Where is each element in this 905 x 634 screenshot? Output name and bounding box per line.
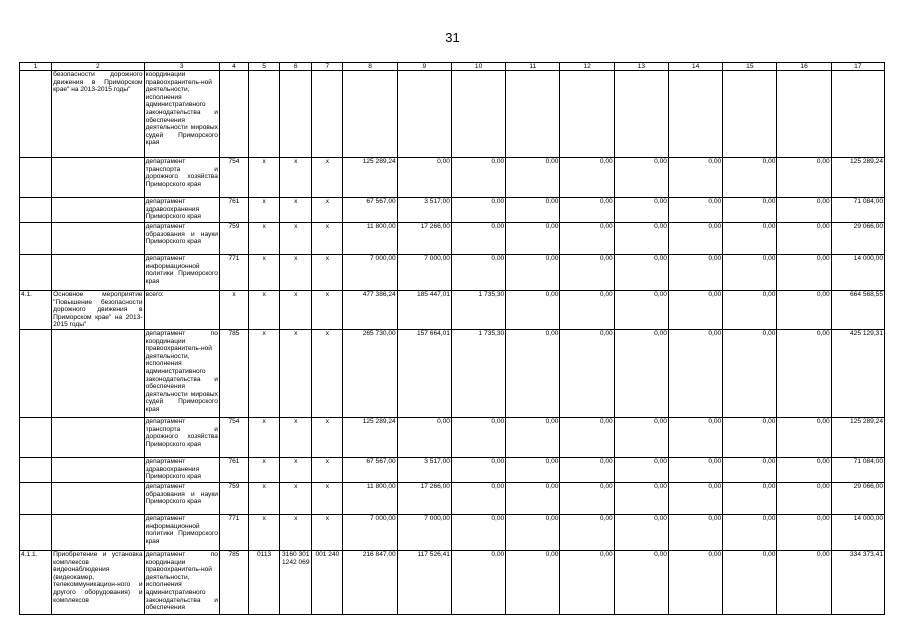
table-cell-col8: 477 386,24 (343, 291, 397, 330)
table-cell-col5: 0113 (249, 550, 280, 614)
table-cell-col4: 761 (219, 198, 248, 223)
table-cell-col13: 0,00 (614, 457, 668, 482)
table-cell-col16 (777, 71, 831, 158)
table-cell-col8: 11 800,00 (343, 223, 397, 255)
table-cell-col11: 0,00 (506, 417, 560, 457)
table-cell-col7: x (312, 329, 343, 417)
table-cell-col16: 0,00 (777, 198, 831, 223)
table-row (20, 550, 885, 614)
table-cell-col17: 71 084,00 (831, 198, 884, 223)
table-cell-col5: x (249, 417, 280, 457)
table-cell-col1: 4.1.1. (20, 550, 52, 614)
table-cell-col11: 0,00 (506, 329, 560, 417)
table-cell-col9: 117 526,41 (397, 550, 451, 614)
table-cell-col17: 14 000,00 (831, 255, 884, 291)
table-cell-col7: x (312, 417, 343, 457)
table-row (20, 255, 885, 291)
table-cell-col17: 29 066,00 (831, 223, 884, 255)
column-number: 11 (506, 63, 560, 71)
table-cell-col6: x (280, 482, 312, 514)
table-cell-col12: 0,00 (560, 223, 614, 255)
table-cell-col11: 0,00 (506, 198, 560, 223)
column-number: 17 (831, 63, 884, 71)
table-cell-col13 (614, 71, 668, 158)
table-cell-col4: 771 (219, 255, 248, 291)
table-cell-col5: x (249, 291, 280, 330)
table-cell-col1 (20, 457, 52, 482)
table-cell-col14: 0,00 (668, 223, 722, 255)
table-cell-col5: x (249, 223, 280, 255)
table-cell-col13: 0,00 (614, 550, 668, 614)
table-cell-col6: x (280, 291, 312, 330)
table-row (20, 482, 885, 514)
table-cell-col16: 0,00 (777, 482, 831, 514)
table-cell-col4: 759 (219, 223, 248, 255)
table-cell-col5: x (249, 482, 280, 514)
column-number: 2 (52, 63, 144, 71)
table-cell-col17: 425 129,31 (831, 329, 884, 417)
table-cell-col4: 759 (219, 482, 248, 514)
table-cell-col10: 0,00 (451, 198, 505, 223)
table-cell-col1 (20, 514, 52, 550)
table-row (20, 198, 885, 223)
table-cell-col9: 7 000,00 (397, 255, 451, 291)
table-cell-col8: 125 289,24 (343, 417, 397, 457)
table-cell-col1 (20, 71, 52, 158)
table-cell-col15: 0,00 (723, 514, 777, 550)
table-cell-col16: 0,00 (777, 417, 831, 457)
table-cell-col3: департамент образования и науки Приморского края (144, 223, 219, 255)
table-cell-col6: x (280, 417, 312, 457)
column-number: 8 (343, 63, 397, 71)
table-cell-col10: 0,00 (451, 514, 505, 550)
column-number-row (20, 63, 885, 71)
table-cell-col10: 0,00 (451, 223, 505, 255)
table-cell-col15: 0,00 (723, 482, 777, 514)
table-row (20, 71, 885, 158)
table-cell-col16: 0,00 (777, 514, 831, 550)
table-cell-col16: 0,00 (777, 255, 831, 291)
table-cell-col7: x (312, 482, 343, 514)
table-cell-col14: 0,00 (668, 255, 722, 291)
table-row (20, 457, 885, 482)
table-cell-col12: 0,00 (560, 550, 614, 614)
table-cell-col12: 0,00 (560, 291, 614, 330)
table-cell-col5: x (249, 198, 280, 223)
table-cell-col6: x (280, 158, 312, 198)
table-cell-col7: x (312, 514, 343, 550)
table-cell-col7: x (312, 291, 343, 330)
table-cell-col15: 0,00 (723, 158, 777, 198)
table-cell-col17 (831, 71, 884, 158)
table-cell-col14: 0,00 (668, 550, 722, 614)
table-cell-col15: 0,00 (723, 550, 777, 614)
column-number: 1 (20, 63, 52, 71)
table-cell-col17: 125 289,24 (831, 417, 884, 457)
table-cell-col16: 0,00 (777, 223, 831, 255)
table-cell-col2 (52, 457, 144, 482)
table-cell-col15: 0,00 (723, 417, 777, 457)
table-cell-col13: 0,00 (614, 158, 668, 198)
table-cell-col2 (52, 329, 144, 417)
table-cell-col1 (20, 158, 52, 198)
table-cell-col4: 785 (219, 550, 248, 614)
table-cell-col5: x (249, 457, 280, 482)
table-cell-col8: 216 847,00 (343, 550, 397, 614)
table-cell-col11: 0,00 (506, 255, 560, 291)
column-number: 14 (668, 63, 722, 71)
table-cell-col2 (52, 255, 144, 291)
table-cell-col17: 334 373,41 (831, 550, 884, 614)
table-cell-col8: 7 000,00 (343, 255, 397, 291)
table-cell-col17: 71 084,00 (831, 457, 884, 482)
table-cell-col12: 0,00 (560, 255, 614, 291)
table-cell-col1 (20, 482, 52, 514)
table-cell-col6 (280, 71, 312, 158)
column-number: 3 (144, 63, 219, 71)
table-cell-col17: 125 289,24 (831, 158, 884, 198)
table-cell-col4 (219, 71, 248, 158)
table-cell-col15: 0,00 (723, 255, 777, 291)
table-cell-col17: 29 066,00 (831, 482, 884, 514)
table-cell-col5: x (249, 329, 280, 417)
table-cell-col3: департамент по координации правоохранитель-ной деятельности, исполнения административного законодательства и обеспечения деятельности мировых судей Приморского края (144, 329, 219, 417)
table-cell-col12: 0,00 (560, 198, 614, 223)
table-cell-col8: 67 567,00 (343, 457, 397, 482)
table-cell-col11: 0,00 (506, 291, 560, 330)
table-cell-col10: 0,00 (451, 550, 505, 614)
table-cell-col1: 4.1. (20, 291, 52, 330)
table-cell-col15: 0,00 (723, 329, 777, 417)
table-cell-col3: департамент информационной политики Приморского края (144, 255, 219, 291)
table-cell-col1 (20, 255, 52, 291)
column-number: 9 (397, 63, 451, 71)
table-cell-col10: 0,00 (451, 158, 505, 198)
table-cell-col1 (20, 198, 52, 223)
table-cell-col11: 0,00 (506, 457, 560, 482)
table-cell-col3: департамент информационной политики Приморского края (144, 514, 219, 550)
table-row (20, 329, 885, 417)
table-cell-col13: 0,00 (614, 482, 668, 514)
table-cell-col13: 0,00 (614, 514, 668, 550)
table-cell-col10: 0,00 (451, 255, 505, 291)
table-cell-col15: 0,00 (723, 223, 777, 255)
table-cell-col2: Основное мероприятие "Повышение безопасности дорожного движения в Приморском крае" на 2013-2015 годы" (53, 291, 143, 329)
table-cell-col6: x (280, 198, 312, 223)
table-cell-col7: 001 240 (312, 550, 343, 614)
table-cell-col1 (20, 223, 52, 255)
table-cell-col11 (506, 71, 560, 158)
table-cell-col9: 17 266,00 (397, 482, 451, 514)
table-cell-col12: 0,00 (560, 457, 614, 482)
table-cell-col3: департамент здравоохранения Приморского края (144, 198, 219, 223)
table-cell-col7: x (312, 198, 343, 223)
table-cell-col15: 0,00 (723, 291, 777, 330)
column-number: 5 (249, 63, 280, 71)
table-cell-col14: 0,00 (668, 417, 722, 457)
table-cell-col2 (52, 514, 144, 550)
table-row (20, 291, 885, 330)
table-cell-col8: 11 800,00 (343, 482, 397, 514)
table-cell-col13: 0,00 (614, 417, 668, 457)
table-cell-col7: x (312, 457, 343, 482)
table-cell-col14: 0,00 (668, 482, 722, 514)
column-number: 12 (560, 63, 614, 71)
table-row (20, 514, 885, 550)
table-cell-col1 (20, 417, 52, 457)
table-cell-col9 (397, 71, 451, 158)
table-cell-col5 (249, 71, 280, 158)
table-cell-col5: x (249, 514, 280, 550)
table-cell-col8: 67 567,00 (343, 198, 397, 223)
table-cell-col3: департамент транспорта и дорожного хозяйства Приморского края (144, 158, 219, 198)
table-cell-col2 (52, 223, 144, 255)
table-cell-col16: 0,00 (777, 291, 831, 330)
table-cell-col6: x (280, 255, 312, 291)
table-cell-col4: 761 (219, 457, 248, 482)
table-cell-col13: 0,00 (614, 329, 668, 417)
table-cell-col12 (560, 71, 614, 158)
table-cell-col9: 3 517,00 (397, 457, 451, 482)
table-cell-col4: 754 (219, 158, 248, 198)
table-cell-col10: 1 735,30 (451, 291, 505, 330)
page-number: 31 (445, 30, 460, 45)
table-cell-col6: 3160 301 1242 069 (280, 550, 312, 614)
table-cell-col13: 0,00 (614, 255, 668, 291)
table-cell-col13: 0,00 (614, 198, 668, 223)
table-cell-col12: 0,00 (560, 482, 614, 514)
table-cell-col5: x (249, 255, 280, 291)
table-cell-col10: 0,00 (451, 417, 505, 457)
table-cell-col16: 0,00 (777, 457, 831, 482)
table-cell-col10: 0,00 (451, 457, 505, 482)
table-cell-col3: всего: (144, 291, 219, 330)
table-cell-col13: 0,00 (614, 291, 668, 330)
table-cell-col8: 7 000,00 (343, 514, 397, 550)
table-cell-col14: 0,00 (668, 457, 722, 482)
table-cell-col4: 771 (219, 514, 248, 550)
table-cell-col8: 265 730,00 (343, 329, 397, 417)
table-cell-col15: 0,00 (723, 457, 777, 482)
table-row (20, 417, 885, 457)
table-cell-col3: департамент по координации правоохранитель-ной деятельности, исполнения административного законодательства и обеспечения (144, 550, 219, 614)
table-row (20, 223, 885, 255)
table-cell-col9: 17 266,00 (397, 223, 451, 255)
table-cell-col4: x (219, 291, 248, 330)
table-cell-col6: x (280, 514, 312, 550)
table-cell-col1 (20, 329, 52, 417)
table-cell-col5: x (249, 158, 280, 198)
table-cell-col11: 0,00 (506, 514, 560, 550)
table-cell-col16: 0,00 (777, 158, 831, 198)
table-cell-col11: 0,00 (506, 158, 560, 198)
table-cell-col10: 1 735,30 (451, 329, 505, 417)
table-cell-col9: 0,00 (397, 158, 451, 198)
table-cell-col4: 785 (219, 329, 248, 417)
table-cell-col15 (723, 71, 777, 158)
table-cell-col17: 14 000,00 (831, 514, 884, 550)
table-cell-col7: x (312, 223, 343, 255)
table-cell-col9: 157 664,01 (397, 329, 451, 417)
table-cell-col13: 0,00 (614, 223, 668, 255)
table-cell-col9: 185 447,01 (397, 291, 451, 330)
column-number: 6 (280, 63, 312, 71)
table-cell-col16: 0,00 (777, 329, 831, 417)
table-cell-col2 (52, 482, 144, 514)
table-cell-col2 (52, 158, 144, 198)
table-cell-col11: 0,00 (506, 550, 560, 614)
table-cell-col2: безопасности дорожного движения в Приморском крае" на 2013-2015 годы" (52, 71, 144, 158)
table-cell-col14: 0,00 (668, 329, 722, 417)
table-cell-col14: 0,00 (668, 198, 722, 223)
table-cell-col4: 754 (219, 417, 248, 457)
column-number: 7 (312, 63, 343, 71)
table-cell-col12: 0,00 (560, 514, 614, 550)
table-cell-col14: 0,00 (668, 291, 722, 330)
table-cell-col15: 0,00 (723, 198, 777, 223)
table-cell-col12: 0,00 (560, 329, 614, 417)
table-cell-col14: 0,00 (668, 158, 722, 198)
table-cell-col10: 0,00 (451, 482, 505, 514)
table-cell-col9: 7 000,00 (397, 514, 451, 550)
table-cell-col12: 0,00 (560, 158, 614, 198)
table-cell-col7: x (312, 255, 343, 291)
table-cell-col3: координации правоохранитель-ной деятельности, исполнения административного законодательства и обеспечения деятельности мировых судей Приморского края (144, 71, 219, 158)
table-cell-col6: x (280, 329, 312, 417)
table-cell-col7 (312, 71, 343, 158)
table-cell-col6: x (280, 223, 312, 255)
table-cell-col9: 0,00 (397, 417, 451, 457)
table-cell-col14: 0,00 (668, 514, 722, 550)
column-number: 16 (777, 63, 831, 71)
table-cell-col6: x (280, 457, 312, 482)
table-cell-col2 (52, 417, 144, 457)
column-number: 13 (614, 63, 668, 71)
column-number: 15 (723, 63, 777, 71)
column-number: 10 (451, 63, 505, 71)
table-cell-col8: 125 289,24 (343, 158, 397, 198)
table-cell-col9: 3 517,00 (397, 198, 451, 223)
table-cell-col12: 0,00 (560, 417, 614, 457)
table-cell-col3: департамент образования и науки Приморского края (144, 482, 219, 514)
table-cell-col2 (52, 198, 144, 223)
table-cell-col2: Приобретение и установка комплексов видеонаблюдения (видеокамер, телекоммуникацион-ного и другого оборудования) и комплексов (52, 550, 144, 614)
table-cell-col3: департамент здравоохранения Приморского края (144, 457, 219, 482)
table-cell-col16: 0,00 (777, 550, 831, 614)
table-cell-col14 (668, 71, 722, 158)
column-number: 4 (219, 63, 248, 71)
table-cell-col11: 0,00 (506, 482, 560, 514)
table-cell-col8 (343, 71, 397, 158)
table-cell-col11: 0,00 (506, 223, 560, 255)
table-cell-col17: 664 568,55 (831, 291, 884, 330)
table-cell-col7: x (312, 158, 343, 198)
budget-table (19, 62, 885, 615)
table-row (20, 158, 885, 198)
table-cell-col10 (451, 71, 505, 158)
table-cell-col3: департамент транспорта и дорожного хозяйства Приморского края (144, 417, 219, 457)
